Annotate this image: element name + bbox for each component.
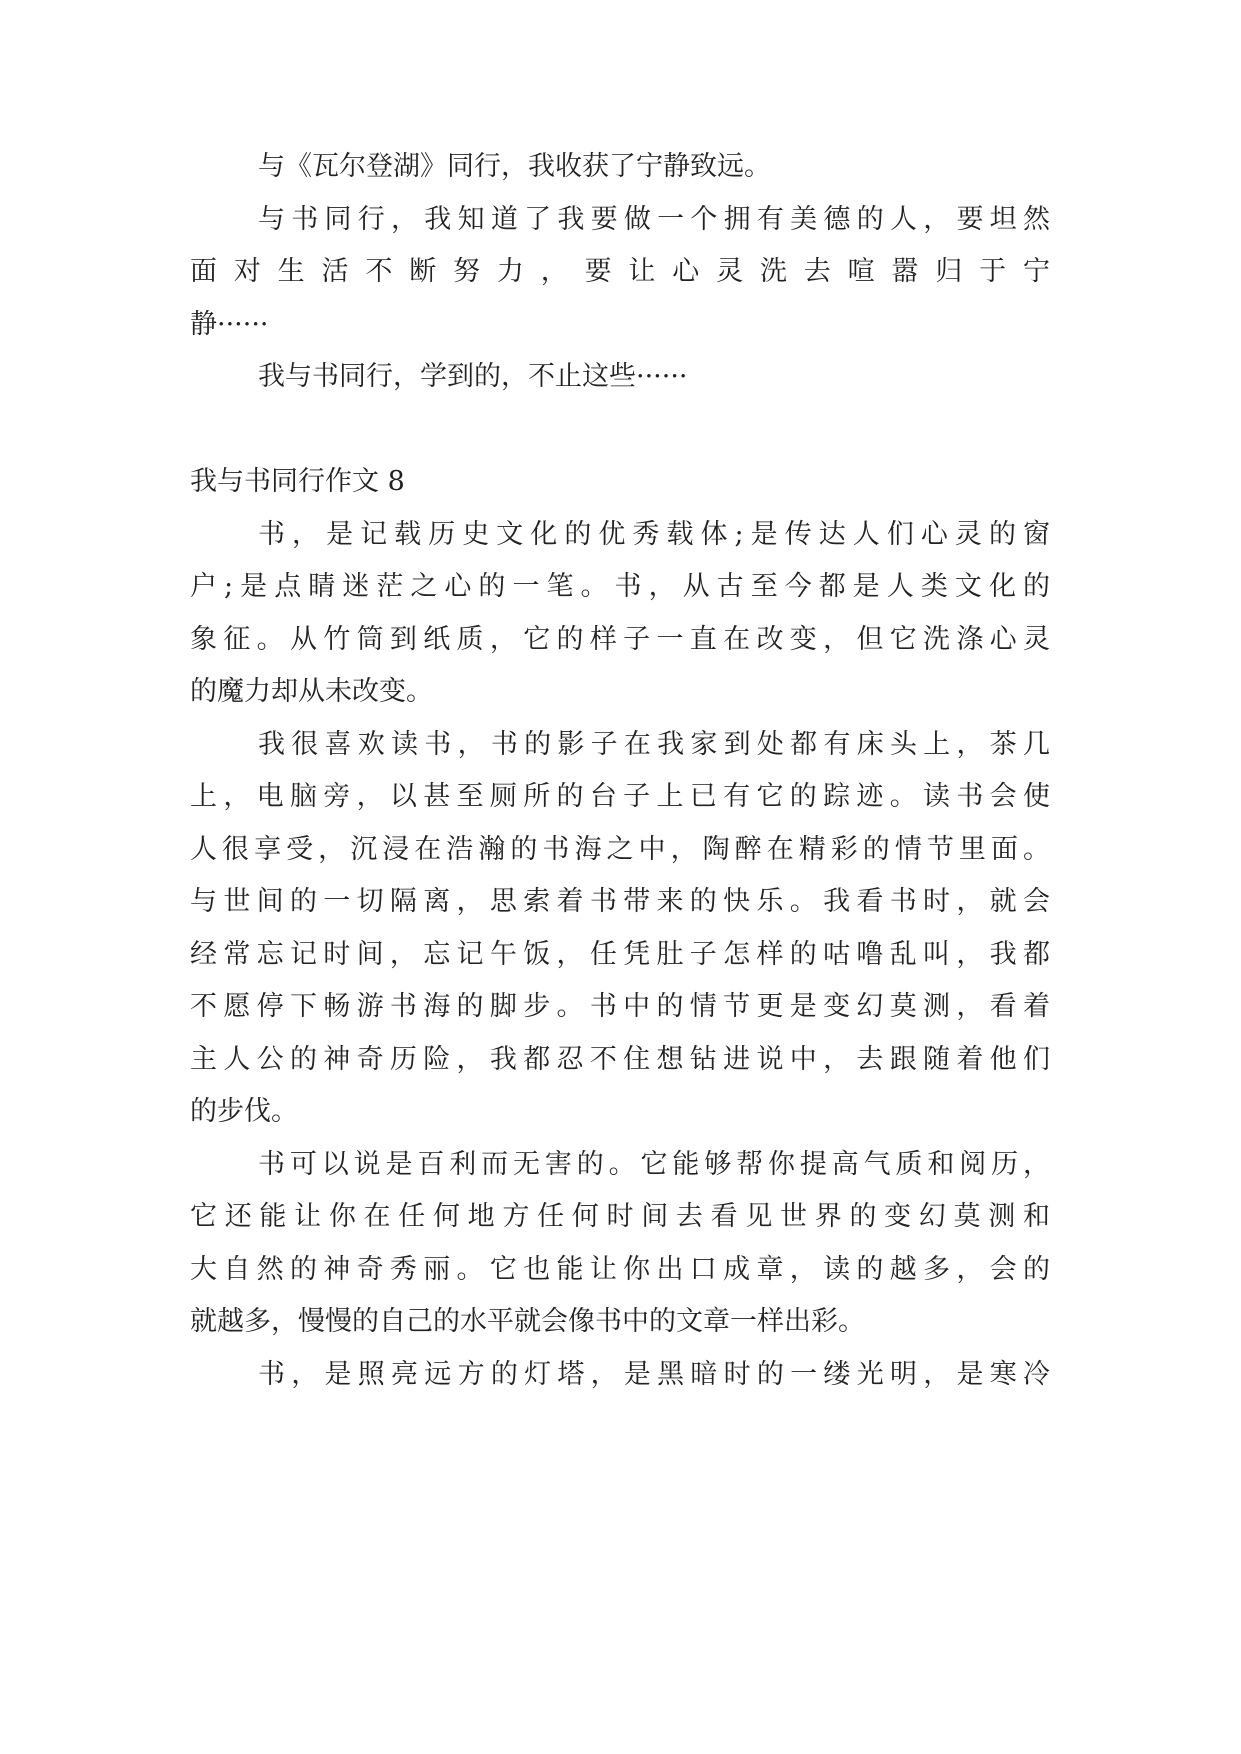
- text-line: 经常忘记时间，忘记午饭，任凭肚子怎样的咕噜乱叫，我都: [190, 938, 1050, 970]
- text-line: 它还能让你在任何地方任何时间去看见世界的变幻莫测和: [190, 1201, 1050, 1232]
- text-line: 户;是点睛迷茫之心的一笔。书，从古至今都是人类文化的: [190, 571, 1050, 602]
- text-line: 象征。从竹筒到纸质，它的样子一直在改变，但它洗涤心灵: [190, 623, 1050, 655]
- paragraph: [190, 351, 1050, 404]
- text-line: 与世间的一切隔离，思索着书带来的快乐。我看书时，就会: [190, 886, 1050, 917]
- blank-line: [190, 404, 1050, 457]
- text-line: 书可以说是百利而无害的。它能够帮你提高气质和阅历，: [258, 1148, 1050, 1180]
- paragraph: [190, 141, 1050, 194]
- text-line: 面对生活不断努力，要让心灵洗去喧嚣归于宁: [190, 256, 1050, 287]
- text-line: 书，是记载历史文化的优秀载体;是传达人们心灵的窗: [258, 518, 1050, 550]
- text-line: 大自然的神奇秀丽。它也能让你出口成章，读的越多，会的: [190, 1253, 1050, 1285]
- text-line: 的步伐。: [190, 1096, 298, 1127]
- text-line: 不愿停下畅游书海的脚步。书中的情节更是变幻莫测，看着: [190, 991, 1050, 1022]
- text-line: 我与书同行，学到的，不止这些······: [258, 361, 688, 392]
- text-line: 书，是照亮远方的灯塔，是黑暗时的一缕光明，是寒冷: [258, 1358, 1050, 1390]
- text-line: 我很喜欢读书，书的影子在我家到处都有床头上，茶几: [258, 728, 1050, 760]
- essay-title: 我与书同行作文 8: [190, 466, 405, 497]
- paragraph: [190, 509, 1050, 719]
- document-body: [190, 141, 1050, 1401]
- text-line: 的魔力却从未改变。: [190, 676, 433, 707]
- paragraph: [190, 1349, 1050, 1402]
- text-line: 静······: [190, 308, 269, 340]
- paragraph: [190, 719, 1050, 1139]
- text-line: 上，电脑旁，以甚至厕所的台子上已有它的踪迹。读书会使: [190, 781, 1050, 812]
- text-line: 与书同行，我知道了我要做一个拥有美德的人，要坦然: [258, 203, 1050, 235]
- text-line: 与《瓦尔登湖》同行，我收获了宁静致远。: [258, 151, 771, 182]
- text-line: 就越多，慢慢的自己的水平就会像书中的文章一样出彩。: [190, 1306, 865, 1337]
- text-line: 人很享受，沉浸在浩瀚的书海之中，陶醉在精彩的情节里面。: [190, 833, 1050, 865]
- paragraph: [190, 1139, 1050, 1349]
- text-line: 主人公的神奇历险，我都忍不住想钻进说中，去跟随着他们: [190, 1043, 1050, 1075]
- paragraph: [190, 194, 1050, 352]
